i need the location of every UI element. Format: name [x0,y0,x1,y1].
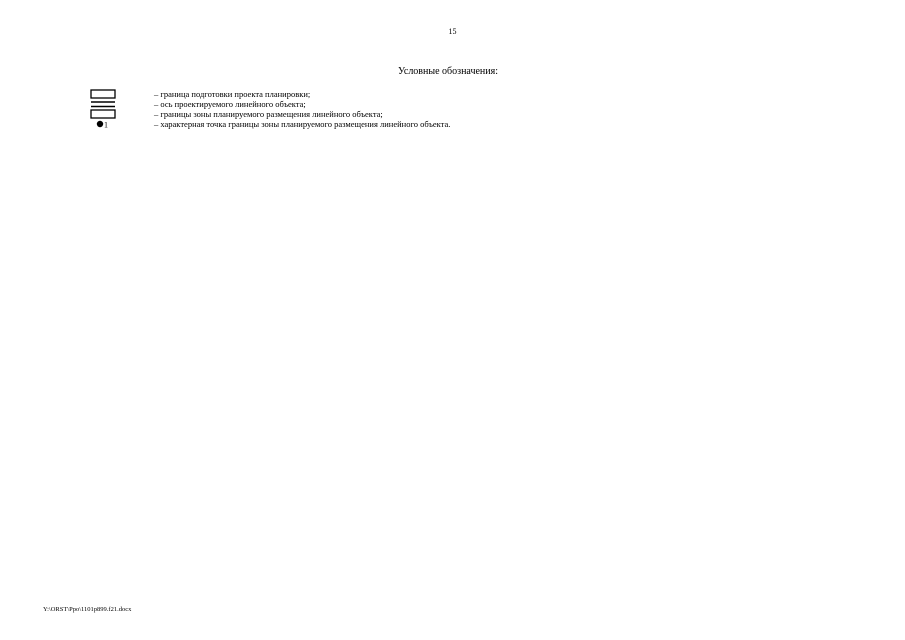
page-number: 15 [448,27,457,36]
legend-title: Условные обозначения: [398,66,499,77]
rectangle-outline-icon [90,109,116,119]
legend-item-label: – характерная точка границы зоны планируемого размещения линейного объекта. [154,119,451,129]
legend-item-label: – ось проектируемого линейного объекта; [154,99,306,109]
legend-item-label: – границы зоны планируемого размещения линейного объекта; [154,109,383,119]
double-line-icon [90,99,116,109]
legend [90,89,850,129]
legend-item-axis-line [90,99,850,109]
legend-item-zone-boundary [90,109,850,119]
point-label: 1 [104,120,108,129]
legend-item-label: – граница подготовки проекта планировки; [154,89,311,99]
legend-item-planning-boundary [90,89,850,99]
rectangle-outline-icon [90,89,116,99]
footer-file-path: Y:\ORST\Ppo\1101p899.f21.docx [43,606,132,613]
filled-point-icon [90,119,116,129]
legend-item-characteristic-point [90,119,850,129]
